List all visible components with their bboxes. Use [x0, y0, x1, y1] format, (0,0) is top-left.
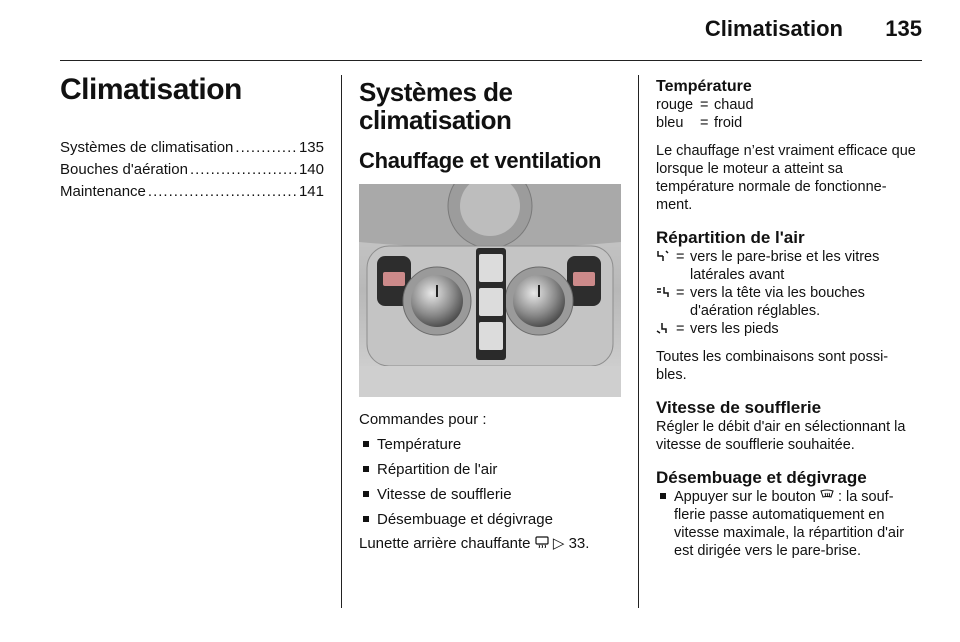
heading-air-distribution: Répartition de l'air [656, 228, 805, 247]
heading-fan-speed: Vitesse de soufflerie [656, 398, 822, 417]
definition-row [656, 248, 918, 284]
definition-value: froid [714, 115, 743, 131]
windscreen-defrost-icon [820, 489, 834, 501]
chapter-title: Climatisation [60, 73, 242, 106]
definition-equals: = [700, 115, 709, 131]
page-ref-arrow-icon[interactable]: ▷ [552, 535, 565, 552]
toc-entry[interactable] [60, 137, 324, 159]
definition-row [656, 114, 918, 132]
list-item-text: Répartition de l'air [377, 461, 498, 478]
toc-entry[interactable] [60, 159, 324, 181]
list-item [656, 488, 918, 560]
toc-label: Bouches d'aération [60, 161, 188, 178]
column-divider [638, 75, 639, 608]
definition-value: chaud [714, 97, 754, 113]
toc-page: 140 [298, 161, 324, 178]
page-ref[interactable]: 33. [568, 535, 590, 552]
right-column [656, 78, 918, 560]
column-divider [341, 75, 342, 608]
toc-page: 141 [298, 183, 324, 200]
definition-row [656, 320, 918, 338]
rear-window-text: Lunette arrière chauffante [359, 535, 531, 552]
main-column [359, 78, 621, 556]
definition-equals: = [676, 285, 685, 301]
toc-page: 135 [298, 139, 324, 156]
toc-leader [190, 159, 297, 181]
toc-leader [235, 137, 297, 159]
bullet-square-icon [363, 491, 369, 497]
heading-defrost: Désembuage et dégivrage [656, 468, 867, 487]
definition-value: vers le pare-brise et les vitres latérales avant [690, 249, 880, 283]
definition-key: rouge [656, 97, 694, 113]
running-header-title: Climatisation [704, 16, 843, 41]
section-title [359, 78, 621, 134]
page-number: 135 [885, 16, 922, 41]
head-vent-icon [656, 286, 670, 298]
bullet-square-icon [363, 441, 369, 447]
definition-equals: = [676, 321, 685, 337]
bullet-square-icon [363, 466, 369, 472]
header-rule [60, 60, 922, 61]
definition-key: bleu [656, 115, 684, 131]
definition-equals: = [676, 249, 685, 265]
subsection-title: Chauffage et ventilation [359, 148, 602, 173]
paragraph: Le chauffage n’est vraiment efficace que lorsque le moteur a atteint sa température normale de fonctionne-ment. [656, 143, 916, 213]
toc-label: Systèmes de climatisation [60, 139, 234, 156]
paragraph: Toutes les combinaisons sont possi-bles. [656, 349, 889, 383]
toc-leader [148, 181, 297, 203]
toc-column [60, 73, 324, 203]
bullet-square-icon [660, 493, 666, 499]
list-item-text: Appuyer sur le bouton [674, 489, 816, 505]
section-title-line: Systèmes de [359, 77, 513, 107]
list-item [359, 482, 621, 507]
feet-vent-icon [656, 322, 670, 334]
list-item-text: Désembuage et dégivrage [377, 511, 553, 528]
controls-intro: Commandes pour : [359, 411, 487, 428]
toc-label: Maintenance [60, 183, 146, 200]
climate-control-panel-photo [359, 184, 621, 397]
list-item-text: Vitesse de soufflerie [377, 486, 512, 503]
bullet-square-icon [363, 516, 369, 522]
list-item [359, 432, 621, 457]
list-item-text: : la souf-flerie passe automatiquement en vitesse maximale, la répartition d'air est dirigée vers le pare-brise. [674, 489, 905, 559]
definition-value: vers les pieds [690, 321, 779, 337]
definition-equals: = [700, 97, 709, 113]
section-title-line: climatisation [359, 105, 512, 135]
list-item [359, 507, 621, 532]
rear-window-heater-icon [535, 536, 549, 548]
definition-row [656, 284, 918, 320]
paragraph: Régler le débit d'air en sélectionnant la vitesse de soufflerie souhaitée. [656, 419, 906, 453]
windscreen-feet-icon [656, 250, 670, 262]
rear-window-line [359, 532, 621, 556]
list-item [359, 457, 621, 482]
list-item-text: Température [377, 436, 462, 453]
definition-value: vers la tête via les bouches d'aération réglables. [690, 285, 865, 319]
toc-entry[interactable] [60, 181, 324, 203]
heading-temperature: Température [656, 78, 752, 95]
definition-row [656, 96, 918, 114]
